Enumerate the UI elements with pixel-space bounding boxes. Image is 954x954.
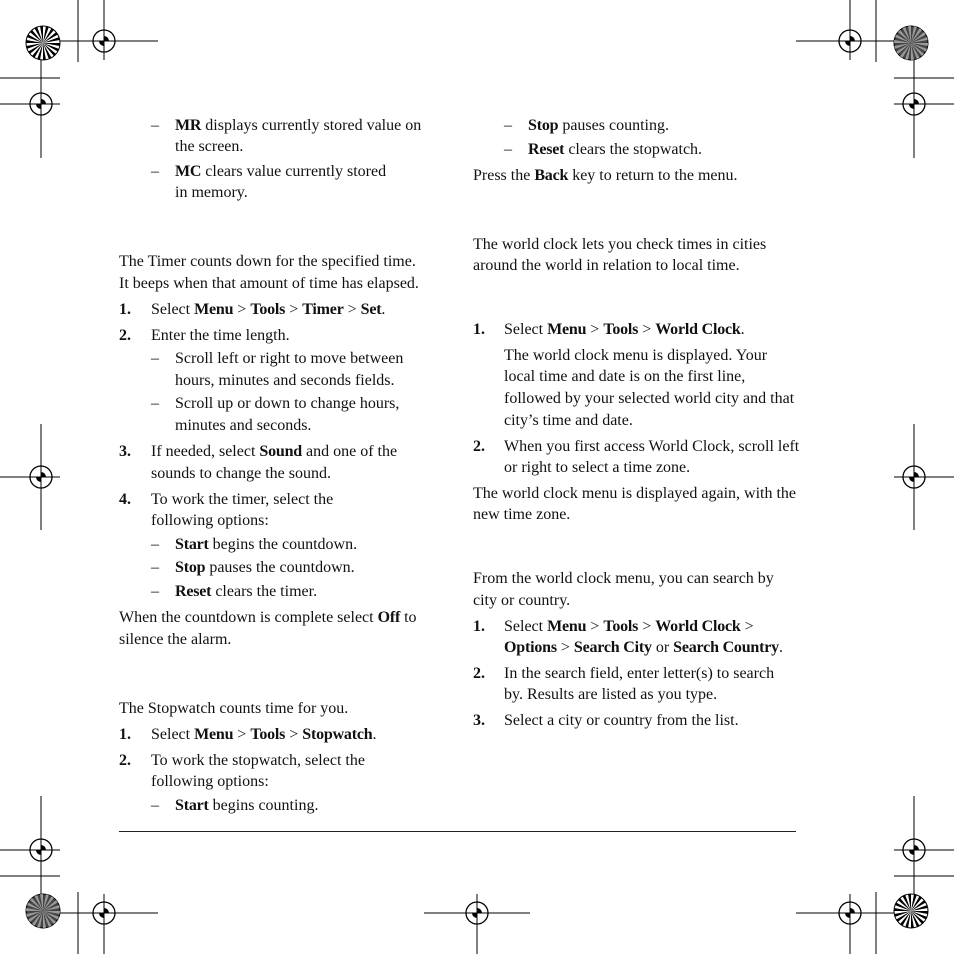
- timer-step-4: 4. To work the timer, select the: [119, 491, 334, 508]
- back-note: Press the Back key to return to the menu.: [473, 167, 738, 184]
- timer-intro: The Timer counts down for the specified time.: [119, 253, 416, 270]
- world-clock-intro: The world clock lets you check times in cities: [473, 236, 767, 253]
- mc-bullet: – MC clears value currently stored: [151, 163, 387, 180]
- stopwatch-reset-option: – Reset clears the stopwatch.: [504, 141, 703, 158]
- timer-end-note-cont: silence the alarm.: [119, 631, 232, 648]
- timer-step-2b: – Scroll up or down to change hours,: [151, 395, 400, 412]
- world-clock-desc-line: city’s time and date.: [504, 412, 633, 429]
- world-clock-again: The world clock menu is displayed again, with the: [473, 485, 797, 502]
- world-clock-step-2: 2. When you first access World Clock, scroll left: [473, 438, 800, 455]
- timer-reset-option: – Reset clears the timer.: [151, 583, 318, 600]
- mc-bullet-cont: in memory.: [175, 184, 248, 201]
- timer-step-2a: – Scroll left or right to move between: [151, 350, 404, 367]
- timer-intro-cont: It beeps when that amount of time has elapsed.: [119, 275, 419, 292]
- world-clock-desc-line: The world clock menu is displayed. Your: [504, 347, 768, 364]
- timer-step-4-cont: following options:: [151, 512, 269, 529]
- stopwatch-intro: The Stopwatch counts time for you.: [119, 700, 349, 717]
- world-clock-again-cont: new time zone.: [473, 506, 571, 523]
- timer-stop-option: – Stop pauses the countdown.: [151, 559, 355, 576]
- timer-step-1: 1. Select Menu > Tools > Timer > Set.: [119, 301, 386, 318]
- world-clock-desc-line: followed by your selected world city and that: [504, 390, 795, 407]
- search-step-1: 1. Select Menu > Tools > World Clock >: [473, 618, 754, 635]
- footer-rule: [119, 831, 796, 832]
- mr-bullet: – MR displays currently stored value on: [151, 117, 422, 134]
- search-step-2: 2. In the search field, enter letter(s) to search: [473, 665, 775, 682]
- search-step-3: 3. Select a city or country from the list.: [473, 712, 739, 729]
- timer-step-2b-cont: minutes and seconds.: [175, 417, 312, 434]
- search-intro: From the world clock menu, you can search by: [473, 570, 774, 587]
- world-clock-step-1: 1. Select Menu > Tools > World Clock.: [473, 321, 745, 338]
- timer-step-2a-cont: hours, minutes and seconds fields.: [175, 372, 395, 389]
- search-step-2-cont: by. Results are listed as you type.: [504, 686, 718, 703]
- stopwatch-step-2: 2. To work the stopwatch, select the: [119, 752, 365, 769]
- timer-end-note: When the countdown is complete select Off to: [119, 609, 417, 626]
- stopwatch-stop-option: – Stop pauses counting.: [504, 117, 669, 134]
- stopwatch-start-option: – Start begins counting.: [151, 797, 319, 814]
- search-step-1-cont: Options > Search City or Search Country.: [504, 639, 783, 656]
- world-clock-intro-cont: around the world in relation to local time.: [473, 257, 740, 274]
- timer-step-2: 2. Enter the time length.: [119, 327, 290, 344]
- stopwatch-step-1: 1. Select Menu > Tools > Stopwatch.: [119, 726, 377, 743]
- stopwatch-step-2-cont: following options:: [151, 773, 269, 790]
- search-intro-cont: city or country.: [473, 592, 571, 609]
- world-clock-desc-line: local time and date is on the first line,: [504, 368, 746, 385]
- world-clock-step-2-cont: or right to select a time zone.: [504, 459, 691, 476]
- timer-step-3: 3. If needed, select Sound and one of the: [119, 443, 398, 460]
- mr-bullet-cont: the screen.: [175, 138, 244, 155]
- timer-start-option: – Start begins the countdown.: [151, 536, 358, 553]
- timer-step-3-cont: sounds to change the sound.: [151, 465, 331, 482]
